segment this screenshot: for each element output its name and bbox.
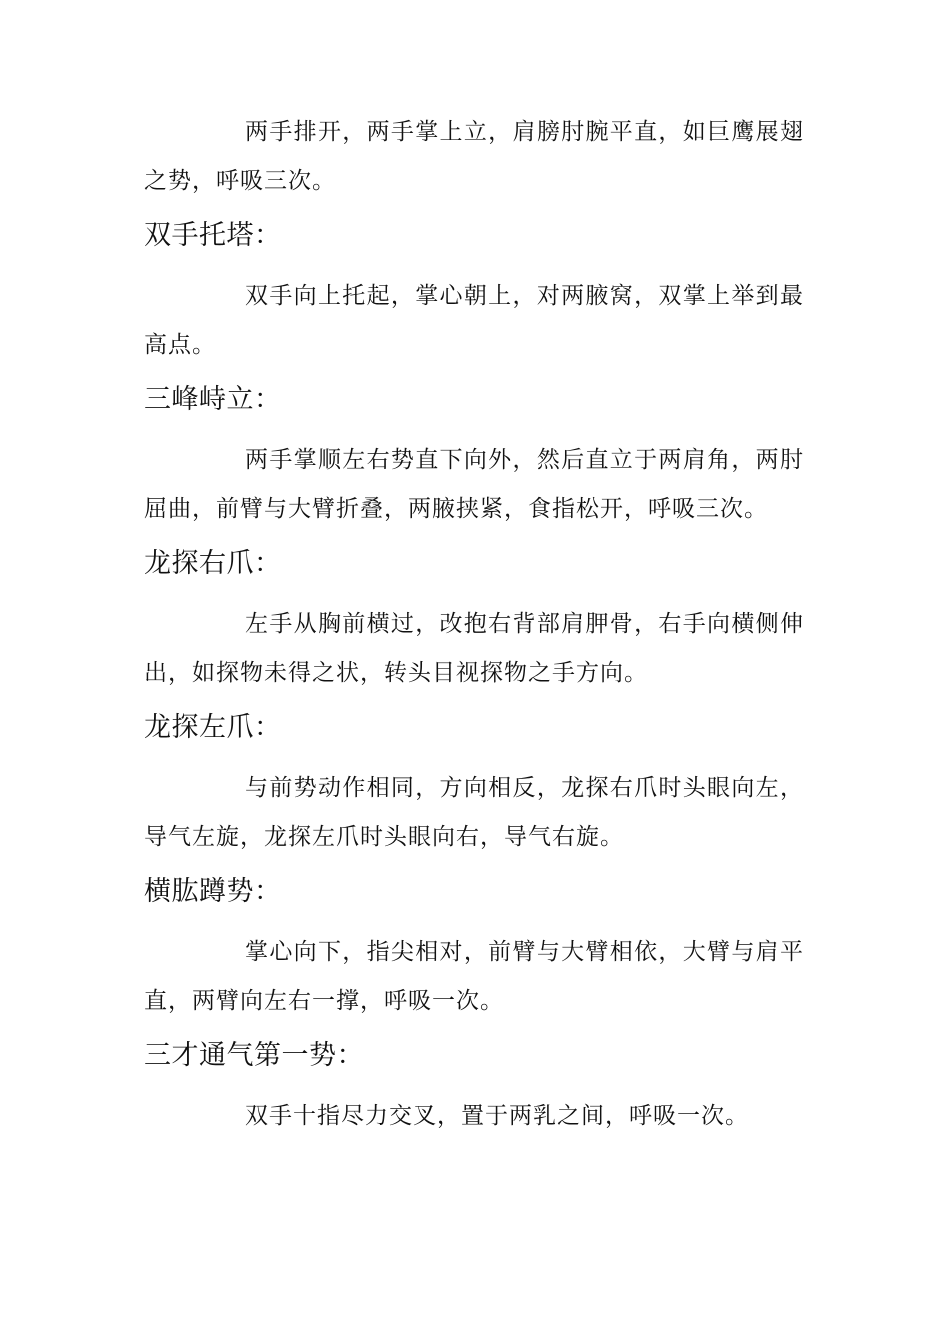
heading-shuang-shou-tuo-ta: 双手托塔： (144, 220, 282, 251)
document-body (144, 108, 804, 1141)
heading-san-cai-tong-qi: 三才通气第一势： (144, 1040, 364, 1071)
paragraph-san-cai-tong-qi: 双手十指尽力交叉，置于两乳之间，呼吸一次。 (245, 1103, 749, 1129)
paragraph-shuang-shou-tuo-ta: 双手向上托起，掌心朝上，对两腋窝，双掌上举到最高点。 (144, 283, 804, 358)
paragraph-eagle-wings: 两手排开，两手掌上立，肩膀肘腕平直，如巨鹰展翅之势，呼吸三次。 (144, 119, 804, 194)
heading-long-tan-you-zhua: 龙探右爪： (144, 548, 282, 579)
heading-san-feng-zhi-li: 三峰峙立： (144, 384, 282, 415)
heading-long-tan-zuo-zhua: 龙探左爪： (144, 712, 282, 743)
paragraph-heng-gong-dun-shi: 掌心向下，指尖相对，前臂与大臂相依，大臂与肩平直，两臂向左右一撑，呼吸一次。 (144, 939, 804, 1014)
paragraph-san-feng-zhi-li: 两手掌顺左右势直下向外，然后直立于两肩角，两肘屈曲，前臂与大臂折叠，两腋挟紧，食指松开，呼吸三次。 (144, 447, 804, 522)
heading-heng-gong-dun-shi: 横肱蹲势： (144, 876, 282, 907)
paragraph-long-tan-zuo-zhua: 与前势动作相同，方向相反，龙探右爪时头眼向左，导气左旋，龙探左爪时头眼向右，导气右旋。 (144, 775, 804, 850)
paragraph-long-tan-you-zhua: 左手从胸前横过，改抱右背部肩胛骨，右手向横侧伸出，如探物未得之状，转头目视探物之手方向。 (144, 611, 804, 686)
